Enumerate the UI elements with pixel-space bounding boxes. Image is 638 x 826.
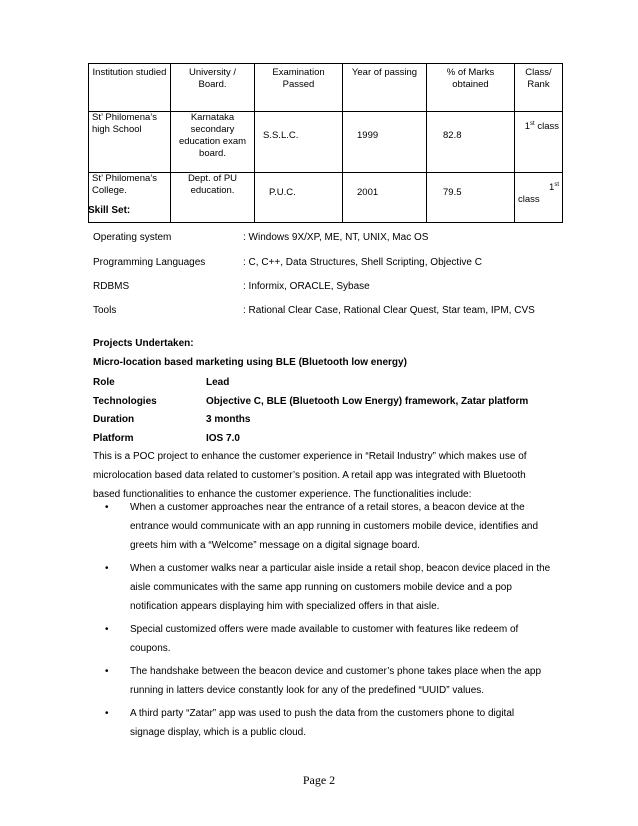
header-class: Class/ Rank [515,64,563,112]
cell-year: 2001 [343,173,427,223]
bullet-icon: • [105,563,109,574]
cell-year: 1999 [343,112,427,173]
list-item-line: A third party “Zatar” app was used to push the data from the customers phone to digital [130,708,515,719]
list-item-line: When a customer approaches near the entrance of a retail stores, a beacon device at the [130,502,525,513]
skill-value: : Windows 9X/XP, ME, NT, UNIX, Mac OS [243,232,429,243]
bullet-icon: • [105,666,109,677]
functionality-list [88,498,588,746]
list-item [88,559,588,616]
cell-exam: P.U.C. [255,173,343,223]
list-item-line: greets him with a “Welcome” message on a digital signage board. [130,540,420,551]
list-item-line: Special customized offers were made available to customer with features like redeem of [130,624,519,635]
education-table [88,63,563,223]
cell-class: 1st class [515,173,563,223]
list-item [88,498,588,555]
header-marks: % of Marks obtained [427,64,515,112]
list-item [88,662,588,700]
cell-institution: St’ Philomena’s high School [89,112,171,173]
detail-label: Role [93,377,115,388]
table-row [89,112,563,173]
skills-heading: Skill Set: [88,205,131,216]
detail-value: Objective C, BLE (Bluetooth Low Energy) framework, Zatar platform [206,396,529,407]
skill-value: : C, C++, Data Structures, Shell Scripting, Objective C [243,257,482,268]
list-item-line: entrance would communicate with an app running in customers mobile device, identifies and [130,521,539,532]
table-row [89,173,563,223]
description-line: microlocation based data related to customer’s position. A retail app was integrated with Bluetooth [93,470,526,481]
detail-value: Lead [206,377,230,388]
description-line: This is a POC project to enhance the customer experience in “Retail Industry” which makes use of [93,451,527,462]
detail-label: Duration [93,414,135,425]
header-board: University / Board. [171,64,255,112]
list-item-line: signage display, which is a public cloud. [130,727,307,738]
list-item-line: coupons. [130,643,171,654]
detail-label: Platform [93,433,134,444]
cell-institution: St’ Philomena’s College. [89,173,171,223]
cell-class: 1st class [515,112,563,173]
list-item-line: The handshake between the beacon device and customer’s phone takes place when the app [130,666,542,677]
skill-value: : Rational Clear Case, Rational Clear Quest, Star team, IPM, CVS [243,305,535,316]
cell-marks: 79.5 [427,173,515,223]
header-year: Year of passing [343,64,427,112]
skill-label: Operating system [93,232,172,243]
bullet-icon: • [105,624,109,635]
skill-label: RDBMS [93,281,130,292]
list-item [88,704,588,742]
list-item-line: notification appears displaying him with specialized offers in that aisle. [130,601,440,612]
header-exam: Examination Passed [255,64,343,112]
detail-value: IOS 7.0 [206,433,240,444]
description-line: based functionalities to enhance the customer experience. The functionalities include: [93,489,472,500]
detail-label: Technologies [93,396,157,407]
projects-heading: Projects Undertaken: [93,338,194,349]
cell-exam: S.S.L.C. [255,112,343,173]
list-item-line: aisle communicates with the same app running on customers mobile device and a pop [130,582,512,593]
cell-board: Dept. of PU education. [171,173,255,223]
list-item-line: running in latters device constantly look for any of the predefined “UUID” values. [130,685,485,696]
project-title: Micro-location based marketing using BLE (Bluetooth low energy) [93,357,407,368]
table-header-row [89,64,563,112]
skill-label: Programming Languages [93,257,206,268]
bullet-icon: • [105,502,109,513]
page-number: Page 2 [302,773,336,787]
header-institution: Institution studied [89,64,171,112]
skill-value: : Informix, ORACLE, Sybase [243,281,370,292]
skill-label: Tools [93,305,117,316]
cell-marks: 82.8 [427,112,515,173]
list-item [88,620,588,658]
cell-board: Karnataka secondary education exam board. [171,112,255,173]
bullet-icon: • [105,708,109,719]
detail-value: 3 months [206,414,251,425]
list-item-line: When a customer walks near a particular aisle inside a retail shop, beacon device placed in the [130,563,551,574]
